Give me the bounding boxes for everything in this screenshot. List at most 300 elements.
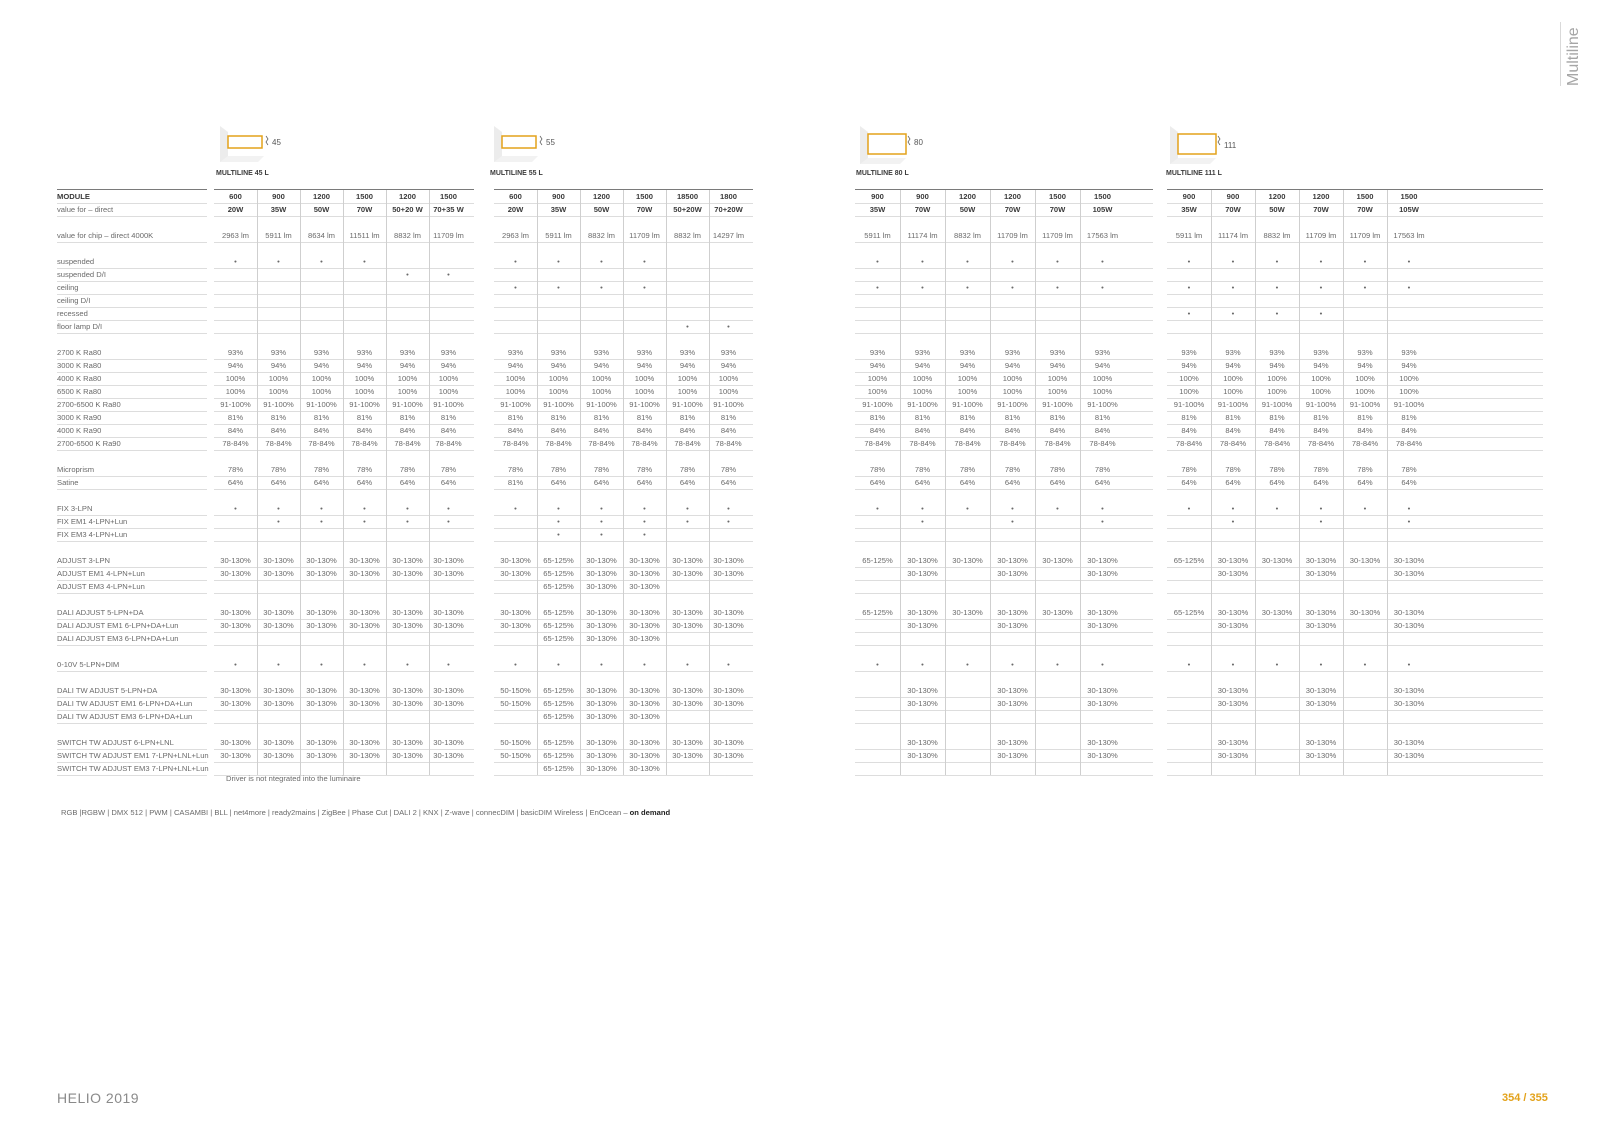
label-row bbox=[57, 255, 207, 269]
protocols-emphasis: on demand bbox=[629, 808, 671, 817]
table-cell bbox=[855, 307, 900, 320]
table-cell: 900 bbox=[871, 192, 884, 201]
label-row bbox=[57, 580, 207, 594]
table-cell: • bbox=[1231, 283, 1235, 292]
table-cell bbox=[214, 645, 257, 658]
label-row bbox=[57, 411, 207, 425]
row-label: FIX EM1 4-LPN+Lun bbox=[57, 517, 128, 526]
table-cell: 81% bbox=[1004, 413, 1021, 422]
table-cell: 78-84% bbox=[308, 439, 335, 448]
table-cell bbox=[1343, 671, 1387, 684]
table-cell: 64% bbox=[959, 478, 976, 487]
table-cell: 81% bbox=[1269, 413, 1285, 422]
table-row bbox=[214, 684, 474, 698]
table-cell bbox=[945, 580, 990, 593]
table-cell bbox=[537, 216, 580, 229]
table-cell bbox=[537, 450, 580, 463]
footer-page-numbers: 354 / 355 bbox=[1502, 1092, 1548, 1104]
table-cell bbox=[1167, 697, 1211, 710]
table-cell: • bbox=[320, 257, 323, 266]
table-cell: 30-130% bbox=[586, 738, 617, 747]
row-label: DALI ADJUST EM1 6-LPN+DA+Lun bbox=[57, 621, 179, 630]
table-cell bbox=[900, 580, 945, 593]
table-cell bbox=[1387, 528, 1431, 541]
table-row bbox=[214, 385, 474, 399]
table-cell: 30-130% bbox=[392, 556, 423, 565]
table-cell bbox=[666, 541, 709, 554]
table-cell: 30-130% bbox=[1261, 556, 1293, 565]
table-row bbox=[1167, 606, 1543, 620]
table-cell bbox=[855, 593, 900, 606]
table-cell: 78-84% bbox=[1219, 439, 1247, 448]
table-cell: 100% bbox=[438, 387, 459, 396]
table-cell: 91-100% bbox=[907, 400, 938, 409]
table-cell bbox=[855, 710, 900, 723]
table-cell: 64% bbox=[914, 478, 931, 487]
table-cell: 91-100% bbox=[263, 400, 294, 409]
table-cell: 50+20 W bbox=[392, 205, 423, 214]
table-cell: • bbox=[406, 517, 409, 526]
table-cell bbox=[1080, 645, 1125, 658]
row-label: ADJUST EM3 4-LPN+Lun bbox=[57, 582, 145, 591]
table-cell bbox=[257, 489, 300, 502]
table-cell bbox=[900, 268, 945, 281]
table-cell bbox=[1167, 593, 1211, 606]
table-cell: 30-130% bbox=[997, 569, 1028, 578]
profile-dimension: 55 bbox=[546, 138, 555, 147]
table-cell: 8832 lm bbox=[1263, 231, 1291, 240]
table-cell bbox=[494, 580, 537, 593]
table-cell: 30-130% bbox=[1393, 751, 1425, 760]
label-row bbox=[57, 736, 207, 750]
table-cell: 64% bbox=[227, 478, 244, 487]
table-cell: 78% bbox=[1313, 465, 1329, 474]
label-row bbox=[57, 515, 207, 529]
table-cell bbox=[214, 450, 257, 463]
table-row bbox=[214, 619, 474, 633]
table-cell bbox=[580, 294, 623, 307]
label-row bbox=[57, 450, 207, 463]
table-cell bbox=[1167, 333, 1211, 346]
side-title bbox=[1560, 22, 1583, 86]
table-cell: 30-130% bbox=[349, 569, 380, 578]
table-row bbox=[1167, 593, 1543, 606]
table-cell: 84% bbox=[1313, 426, 1329, 435]
table-row bbox=[214, 632, 474, 646]
table-cell bbox=[666, 528, 709, 541]
table-cell: 30-130% bbox=[306, 556, 337, 565]
table-cell bbox=[1387, 632, 1431, 645]
table-cell bbox=[855, 697, 900, 710]
table-row bbox=[214, 242, 474, 255]
label-row bbox=[57, 203, 207, 217]
table-cell: 93% bbox=[440, 348, 457, 357]
table-cell bbox=[494, 645, 537, 658]
table-cell bbox=[666, 307, 709, 320]
table-cell: 30-130% bbox=[997, 686, 1028, 695]
table-cell bbox=[494, 541, 537, 554]
table-cell: 81% bbox=[507, 478, 524, 487]
table-cell: • bbox=[1187, 660, 1191, 669]
table-cell bbox=[855, 294, 900, 307]
table-cell: • bbox=[1363, 283, 1367, 292]
table-cell bbox=[855, 762, 900, 775]
table-cell: 100% bbox=[354, 387, 375, 396]
table-cell bbox=[300, 307, 343, 320]
table-cell: 100% bbox=[634, 387, 655, 396]
table-cell: 65-125% bbox=[543, 556, 574, 565]
table-cell: 30-130% bbox=[263, 699, 294, 708]
table-cell: 94% bbox=[399, 361, 416, 370]
table-cell: 81% bbox=[356, 413, 373, 422]
table-cell bbox=[1255, 645, 1299, 658]
table-cell: • bbox=[557, 283, 560, 292]
table-cell: 11709 lm bbox=[629, 231, 660, 240]
column-divider bbox=[580, 190, 581, 775]
table-cell bbox=[623, 489, 666, 502]
table-cell bbox=[300, 541, 343, 554]
table-cell bbox=[214, 580, 257, 593]
table-cell: • bbox=[1187, 257, 1191, 266]
table-cell bbox=[494, 710, 537, 723]
profile-dimension: 111 bbox=[1224, 141, 1237, 150]
table-row bbox=[214, 216, 474, 229]
table-cell bbox=[537, 294, 580, 307]
table-cell bbox=[494, 762, 537, 775]
table-cell bbox=[1211, 216, 1255, 229]
table-cell bbox=[1387, 320, 1431, 333]
row-label bbox=[57, 216, 207, 229]
table-cell bbox=[580, 723, 623, 736]
table-cell: 70W bbox=[914, 205, 931, 214]
table-cell: 30-130% bbox=[500, 621, 531, 630]
table-cell: 93% bbox=[959, 348, 976, 357]
table-cell bbox=[1299, 333, 1343, 346]
label-row bbox=[57, 398, 207, 412]
table-cell: • bbox=[1187, 283, 1191, 292]
table-cell: 30-130% bbox=[1305, 738, 1337, 747]
table-cell bbox=[900, 645, 945, 658]
table-cell: 1500 bbox=[1094, 192, 1111, 201]
table-row bbox=[214, 645, 474, 658]
table-cell: 94% bbox=[356, 361, 373, 370]
table-cell: 84% bbox=[869, 426, 886, 435]
table-cell: • bbox=[876, 504, 879, 513]
label-row bbox=[57, 658, 207, 672]
table-cell bbox=[300, 320, 343, 333]
table-cell bbox=[1299, 762, 1343, 775]
table-cell: 11709 lm bbox=[1042, 231, 1073, 240]
table-cell bbox=[1167, 294, 1211, 307]
table-cell: 100% bbox=[957, 387, 978, 396]
table-cell: 50+20W bbox=[673, 205, 702, 214]
table-row bbox=[1167, 307, 1543, 321]
table-cell bbox=[1211, 723, 1255, 736]
table-cell bbox=[1255, 268, 1299, 281]
table-cell: • bbox=[1056, 257, 1059, 266]
column-divider bbox=[666, 190, 667, 775]
table-cell bbox=[1035, 307, 1080, 320]
table-cell bbox=[386, 710, 429, 723]
row-label: value for – direct bbox=[57, 205, 114, 214]
table-cell: 81% bbox=[399, 413, 416, 422]
table-cell: 30-130% bbox=[1217, 608, 1249, 617]
table-cell bbox=[580, 541, 623, 554]
table-cell bbox=[1035, 749, 1080, 762]
label-row bbox=[57, 424, 207, 438]
table-cell: 84% bbox=[1357, 426, 1373, 435]
table-row bbox=[1167, 437, 1543, 451]
table-cell: • bbox=[727, 517, 730, 526]
table-cell: • bbox=[1275, 309, 1279, 318]
table-cell: 50W bbox=[1269, 205, 1285, 214]
table-cell: 65-125% bbox=[543, 738, 574, 747]
table-cell bbox=[386, 632, 429, 645]
table-cell bbox=[990, 671, 1035, 684]
table-row bbox=[1167, 541, 1543, 554]
label-row bbox=[57, 359, 207, 373]
table-cell: • bbox=[643, 283, 646, 292]
table-cell: 78% bbox=[679, 465, 696, 474]
table-row bbox=[1167, 515, 1543, 529]
table-cell: 100% bbox=[1399, 387, 1419, 396]
table-cell bbox=[1080, 294, 1125, 307]
table-cell bbox=[386, 762, 429, 775]
table-cell bbox=[900, 762, 945, 775]
table-cell: 30-130% bbox=[713, 751, 744, 760]
table-cell bbox=[1343, 307, 1387, 320]
table-cell bbox=[1035, 216, 1080, 229]
table-row bbox=[214, 320, 474, 334]
row-label: 4000 K Ra80 bbox=[57, 374, 102, 383]
table-cell bbox=[1343, 593, 1387, 606]
table-cell bbox=[580, 216, 623, 229]
table-cell: 35W bbox=[550, 205, 567, 214]
table-cell bbox=[257, 593, 300, 606]
table-cell bbox=[1387, 294, 1431, 307]
table-cell: 30-130% bbox=[629, 569, 660, 578]
table-cell: 100% bbox=[1399, 374, 1419, 383]
table-cell: 93% bbox=[550, 348, 567, 357]
column-divider bbox=[1211, 190, 1212, 775]
row-label bbox=[57, 593, 207, 606]
table-cell: 64% bbox=[1269, 478, 1285, 487]
table-cell: 65-125% bbox=[543, 621, 574, 630]
table-cell bbox=[300, 242, 343, 255]
table-cell bbox=[1080, 320, 1125, 333]
table-cell: 93% bbox=[1094, 348, 1111, 357]
table-cell: • bbox=[921, 660, 924, 669]
table-cell bbox=[1080, 489, 1125, 502]
table-cell: • bbox=[1011, 517, 1014, 526]
table-cell bbox=[945, 450, 990, 463]
table-cell bbox=[1299, 528, 1343, 541]
table-cell: 30-130% bbox=[713, 686, 744, 695]
table-row bbox=[1167, 450, 1543, 463]
table-row bbox=[1167, 424, 1543, 438]
table-cell: • bbox=[966, 257, 969, 266]
table-cell: • bbox=[1363, 257, 1367, 266]
table-cell bbox=[429, 762, 468, 775]
table-cell bbox=[900, 242, 945, 255]
table-cell bbox=[945, 515, 990, 528]
table-cell bbox=[343, 723, 386, 736]
table-cell: 5911 lm bbox=[864, 231, 891, 240]
table-cell: 64% bbox=[356, 478, 373, 487]
table-cell bbox=[855, 268, 900, 281]
table-cell: 100% bbox=[591, 387, 612, 396]
table-cell: 100% bbox=[912, 387, 933, 396]
table-row bbox=[214, 450, 474, 463]
label-row bbox=[57, 671, 207, 684]
table-cell: • bbox=[363, 504, 366, 513]
table-cell bbox=[945, 645, 990, 658]
table-cell bbox=[1387, 580, 1431, 593]
label-row bbox=[57, 567, 207, 581]
table-cell: 94% bbox=[1225, 361, 1241, 370]
table-cell bbox=[494, 489, 537, 502]
table-row bbox=[214, 229, 474, 243]
table-cell bbox=[1211, 294, 1255, 307]
table-cell bbox=[537, 307, 580, 320]
table-cell bbox=[1343, 736, 1387, 749]
table-cell: 30-130% bbox=[306, 751, 337, 760]
table-row bbox=[1167, 632, 1543, 646]
table-cell: • bbox=[1101, 517, 1104, 526]
table-cell: 30-130% bbox=[306, 569, 337, 578]
table-cell bbox=[343, 216, 386, 229]
table-cell: 30-130% bbox=[586, 569, 617, 578]
table-cell: 30-130% bbox=[997, 608, 1028, 617]
table-cell: 100% bbox=[591, 374, 612, 383]
table-cell: 78-84% bbox=[1263, 439, 1291, 448]
table-row bbox=[1167, 372, 1543, 386]
row-label: recessed bbox=[57, 309, 88, 318]
table-cell bbox=[1167, 671, 1211, 684]
table-cell: • bbox=[1231, 517, 1235, 526]
table-cell: • bbox=[1275, 283, 1279, 292]
table-cell bbox=[623, 541, 666, 554]
table-cell bbox=[990, 489, 1035, 502]
table-cell bbox=[386, 281, 429, 294]
table-cell bbox=[1299, 593, 1343, 606]
table-cell: • bbox=[557, 517, 560, 526]
table-cell bbox=[429, 281, 468, 294]
table-cell: 81% bbox=[959, 413, 976, 422]
table-cell bbox=[1343, 567, 1387, 580]
table-cell bbox=[1299, 294, 1343, 307]
table-cell bbox=[709, 723, 748, 736]
table-cell: 1200 bbox=[399, 192, 416, 201]
table-cell: 78-84% bbox=[394, 439, 421, 448]
table-cell: 5911 lm bbox=[265, 231, 292, 240]
table-cell bbox=[1299, 268, 1343, 281]
row-label: suspended D/I bbox=[57, 270, 106, 279]
table-cell: 30-130% bbox=[672, 686, 703, 695]
table-cell bbox=[855, 619, 900, 632]
table-cell: 94% bbox=[593, 361, 610, 370]
label-row bbox=[57, 710, 207, 724]
table-cell bbox=[990, 242, 1035, 255]
table-cell: 65-125% bbox=[543, 764, 574, 773]
table-cell: 65-125% bbox=[543, 582, 574, 591]
table-cell: • bbox=[1275, 660, 1279, 669]
row-label bbox=[57, 541, 207, 554]
table-cell: • bbox=[234, 660, 237, 669]
table-cell: 30-130% bbox=[220, 608, 251, 617]
table-cell: 35W bbox=[869, 205, 886, 214]
table-cell bbox=[1343, 450, 1387, 463]
row-label: MODULE bbox=[57, 192, 90, 201]
table-cell bbox=[1387, 541, 1431, 554]
table-cell: 600 bbox=[229, 192, 242, 201]
table-cell: 78% bbox=[593, 465, 610, 474]
table-cell bbox=[1343, 723, 1387, 736]
table-cell: 84% bbox=[313, 426, 330, 435]
table-cell: 70W bbox=[1357, 205, 1373, 214]
table-cell: 91-100% bbox=[952, 400, 983, 409]
table-row bbox=[214, 658, 474, 672]
table-cell: 93% bbox=[1357, 348, 1373, 357]
label-row bbox=[57, 307, 207, 321]
table-cell bbox=[1211, 645, 1255, 658]
table-cell bbox=[1387, 762, 1431, 775]
table-cell: • bbox=[686, 517, 689, 526]
table-cell bbox=[1387, 333, 1431, 346]
table-cell: 78% bbox=[1269, 465, 1285, 474]
table-row bbox=[1167, 359, 1543, 373]
table-cell bbox=[257, 294, 300, 307]
table-row bbox=[214, 554, 474, 568]
table-cell: 84% bbox=[356, 426, 373, 435]
row-label bbox=[57, 450, 207, 463]
table-cell bbox=[1343, 320, 1387, 333]
table-cell: 30-130% bbox=[672, 621, 703, 630]
table-cell: 50W bbox=[313, 205, 330, 214]
table-cell: 91-100% bbox=[672, 400, 703, 409]
table-cell: 30-130% bbox=[907, 569, 938, 578]
table-cell: 78% bbox=[313, 465, 330, 474]
table-cell bbox=[855, 320, 900, 333]
table-cell: 30-130% bbox=[1087, 556, 1118, 565]
table-cell: 81% bbox=[1313, 413, 1329, 422]
table-cell bbox=[300, 593, 343, 606]
product-group bbox=[855, 189, 1153, 775]
table-cell bbox=[900, 450, 945, 463]
table-cell bbox=[1255, 567, 1299, 580]
table-cell: 30-130% bbox=[1349, 608, 1381, 617]
table-cell: 14297 lm bbox=[712, 231, 745, 240]
table-cell: 30-130% bbox=[306, 621, 337, 630]
table-cell: 94% bbox=[679, 361, 696, 370]
table-row bbox=[214, 294, 474, 308]
table-cell bbox=[343, 593, 386, 606]
table-cell bbox=[855, 723, 900, 736]
table-cell: 84% bbox=[227, 426, 244, 435]
table-cell: 30-130% bbox=[306, 699, 337, 708]
table-cell bbox=[1255, 515, 1299, 528]
table-cell bbox=[1299, 580, 1343, 593]
table-cell: • bbox=[1231, 660, 1235, 669]
table-cell: 1500 bbox=[1049, 192, 1066, 201]
table-cell bbox=[623, 450, 666, 463]
table-cell: 1500 bbox=[1356, 192, 1374, 201]
table-cell bbox=[429, 541, 468, 554]
table-cell bbox=[1167, 762, 1211, 775]
table-cell: 81% bbox=[1225, 413, 1241, 422]
table-cell: 30-130% bbox=[1393, 699, 1425, 708]
label-row bbox=[57, 190, 207, 204]
